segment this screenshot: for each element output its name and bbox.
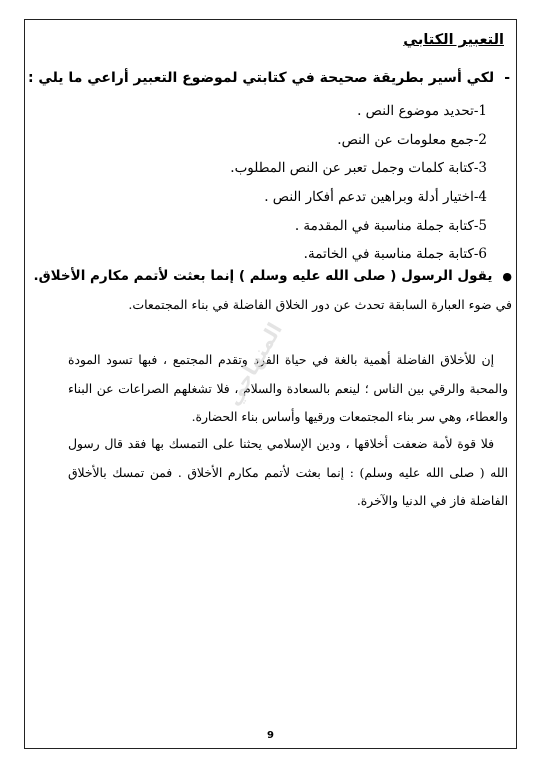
step-item: 3-كتابة كلمات وجمل تعبر عن النص المطلوب. <box>230 160 487 177</box>
hadith-line <box>33 268 512 284</box>
page-title: التعبير الكتابي <box>403 32 504 48</box>
essay-paragraph: فلا قوة لأمة ضعفت أخلاقها ، ودين الإسلامي يحثنا على التمسك بها فقد قال رسول الله ( صلى الله عليه وسلم) : إنما بعثت لأتمم مكارم الأخلاق . فمن تمسك بالأخلاق الفاضلة فاز في الدنيا والآخرة. <box>68 437 508 508</box>
bullet-icon: ● <box>502 270 512 283</box>
page-number: 9 <box>267 730 274 741</box>
watermark: المنهاجي <box>220 318 287 410</box>
step-item: 1-تحديد موضوع النص . <box>357 103 487 119</box>
hadith-text: يقول الرسول ( صلى الله عليه وسلم ) إنما بعثت لأتمم مكارم الأخلاق. <box>33 268 493 284</box>
writing-steps-list <box>230 97 487 269</box>
step-item: 4-اختيار أدلة وبراهين تدعم أفكار النص . <box>264 189 487 206</box>
step-item: 6-كتابة جملة مناسبة في الخاتمة. <box>303 246 487 263</box>
step-item: 2-جمع معلومات عن النص. <box>337 131 487 148</box>
intro-line <box>28 70 510 86</box>
intro-text: لكي أسير بطريقة صحيحة في كتابتي لموضوع التعبير أراعي ما يلي : <box>27 70 495 86</box>
essay-paragraph: إن للأخلاق الفاضلة أهمية بالغة في حياة الفرد وتقدم المجتمع ، فبها تسود المودة والمحبة والرقي بين الناس ؛ لينعم بالسعادة والسلام ، فلا تشغلهم الصراعات عن البناء والعطاء، وهي سر بناء المجتمعات ورقيها وأساس بناء الحضارة. <box>68 353 508 424</box>
step-item: 5-كتابة جملة مناسبة في المقدمة . <box>294 217 487 234</box>
dash-bullet-icon: - <box>504 70 510 86</box>
instruction-text: في ضوء العبارة السابقة تحدث عن دور الخلاق الفاضلة في بناء المجتمعات. <box>128 297 512 312</box>
